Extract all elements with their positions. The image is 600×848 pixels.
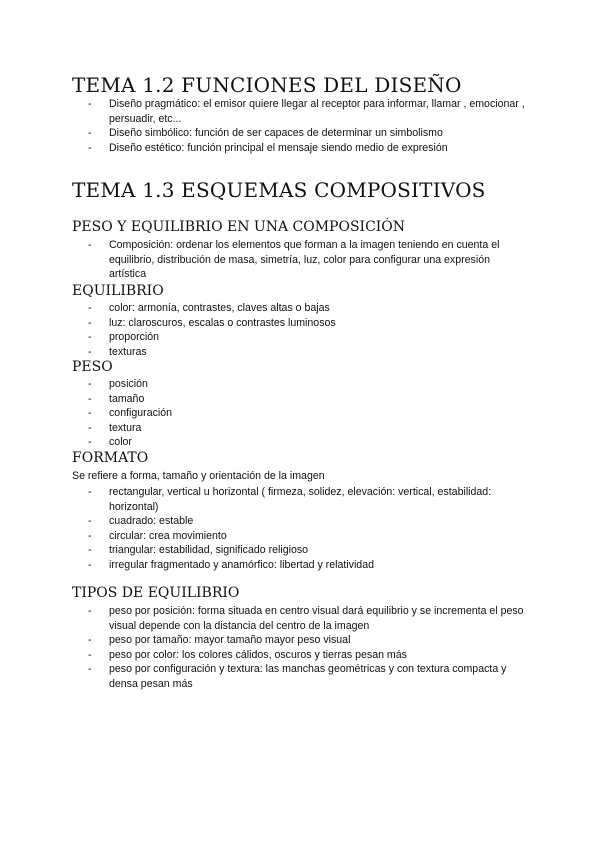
list-item: - peso por configuración y textura: las manchas geométricas y con textura compacta y densa pesan más xyxy=(88,662,528,691)
list-item: - Diseño estético: función principal el mensaje siendo medio de expresión xyxy=(88,141,528,156)
list-item: - color xyxy=(88,435,528,450)
formato-heading: FORMATO xyxy=(72,450,149,466)
list-item: - Diseño simbólico: función de ser capaces de determinar un simbolismo xyxy=(88,126,528,141)
list-item: - color: armonía, contrastes, claves altas o bajas xyxy=(88,301,528,316)
list-item: - rectangular, vertical u horizontal ( firmeza, solidez, elevación: vertical, estabilidad: horizontal) xyxy=(88,485,528,514)
list-item: - peso por posición: forma situada en centro visual dará equilibrio y se incrementa el peso visual depende con la distancia del centro de la imagen xyxy=(88,604,528,633)
list-item: - irregular fragmentado y anamórfico: libertad y relatividad xyxy=(88,558,528,573)
funciones-list xyxy=(88,97,528,155)
list-item: - circular: crea movimiento xyxy=(88,529,528,544)
equilibrio-list xyxy=(88,301,528,359)
tipos-equilibrio-list xyxy=(88,604,528,692)
list-item: - Diseño pragmático: el emisor quiere llegar al receptor para informar, llamar , emocionar , persuadir, etc... xyxy=(88,97,528,126)
peso-equilibrio-heading: PESO Y EQUILIBRIO EN UNA COMPOSICIÓN xyxy=(72,219,406,235)
formato-intro: Se refiere a forma, tamaño y orientación de la imagen xyxy=(72,470,325,482)
list-item: - peso por tamaño: mayor tamaño mayor peso visual xyxy=(88,633,528,648)
list-item: - proporción xyxy=(88,330,528,345)
list-item: - texturas xyxy=(88,345,528,360)
list-item: - posición xyxy=(88,377,528,392)
equilibrio-heading: EQUILIBRIO xyxy=(72,283,164,299)
list-item: - configuración xyxy=(88,406,528,421)
list-item: - peso por color: los colores cálidos, oscuros y tierras pesan más xyxy=(88,648,528,663)
list-item: - tamaño xyxy=(88,392,528,407)
list-item: - Composición: ordenar los elementos que forman a la imagen teniendo en cuenta el equilibrio, distribución de masa, simetría, luz, color para configurar una expresión artística xyxy=(88,238,528,282)
tipos-equilibrio-heading: TIPOS DE EQUILIBRIO xyxy=(72,585,240,601)
peso-heading: PESO xyxy=(72,359,113,375)
list-item: - luz: claroscuros, escalas o contrastes luminosos xyxy=(88,316,528,331)
composicion-list xyxy=(88,238,528,282)
list-item: - textura xyxy=(88,421,528,436)
formato-list xyxy=(88,485,528,573)
tema-1-2-title: TEMA 1.2 FUNCIONES DEL DISEÑO xyxy=(72,73,462,97)
peso-list xyxy=(88,377,528,450)
list-item: - cuadrado: estable xyxy=(88,514,528,529)
list-item: - triangular: estabilidad, significado religioso xyxy=(88,543,528,558)
tema-1-3-title: TEMA 1.3 ESQUEMAS COMPOSITIVOS xyxy=(72,178,486,202)
